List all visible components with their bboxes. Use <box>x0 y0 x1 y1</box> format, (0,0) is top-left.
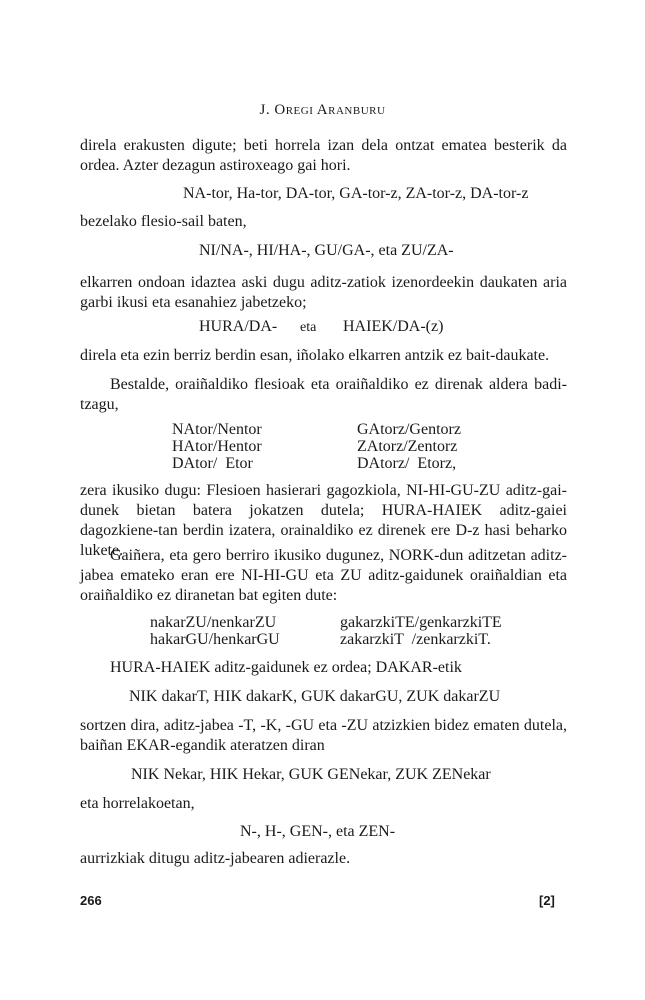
paragraph-9: sortzen dira, aditz-jabea -T, -K, -GU eta -ZU atzizkien bidez ematen dutela, baiñan EKAR-egandik ateratzen diran <box>80 717 567 754</box>
formula-4: NIK dakarT, HIK dakarK, GUK dakarGU, ZUK dakarZU <box>129 688 501 705</box>
table1-left-row-3: DAtor/ Etor <box>172 455 253 472</box>
formula-6: N-, H-, GEN-, eta ZEN- <box>240 823 396 840</box>
page-number: 266 <box>80 893 102 908</box>
table1-right-row-1: GAtorz/Gentorz <box>357 421 461 438</box>
table2-left-row-2: hakarGU/henkarGU <box>150 631 280 648</box>
paragraph-10: eta horrelakoetan, <box>80 795 195 812</box>
header-author: Oregi Aranburu <box>274 102 386 118</box>
running-header <box>0 101 645 119</box>
paragraph-5: Bestalde, oraiñaldiko flesioak eta oraiñaldiko ez direnak aldera badi-tzagu, <box>80 376 567 413</box>
paragraph-8: HURA-HAIEK aditz-gaidunek ez ordea; DAKAR-etik <box>110 659 462 676</box>
table2-left-row-1: nakarZU/nenkarZU <box>150 614 277 631</box>
formula-3-right: HAIEK/DA-(z) <box>343 318 444 335</box>
paragraph-2: bezelako flesio-sail baten, <box>80 213 247 230</box>
paragraph-7: Gaiñera, eta gero berriro ikusiko dugunez, NORK-dun aditzetan aditz-jabea emateko eran ere NI-HI-GU eta ZU aditz-gaidunek oraiñaldian eta oraiñaldiko ez diranetan bat egiten dute: <box>80 547 567 604</box>
paragraph-6: zera ikusiko dugu: Flesioen hasierari gagozkiola, NI-HI-GU-ZU aditz-gai-dunek bietan batera jokatzen dutela; HURA-HAIEK aditz-gaiei dagozkiene-tan berdin izatera, orainaldiko ez direnek ere D-z hasi beharko lukete. <box>80 482 567 559</box>
paragraph-4: direla eta ezin berriz berdin esan, iñolako elkarren antzik ez bait-daukate. <box>80 347 550 364</box>
table1-right-row-3: DAtorz/ Etorz, <box>357 455 457 472</box>
table1-left-row-1: NAtor/Nentor <box>172 421 262 438</box>
table2-right-row-2: zakarzkiT /zenkarzkiT. <box>340 631 491 648</box>
section-marker: [2] <box>539 893 555 908</box>
table2-right-row-1: gakarzkiTE/genkarzkiTE <box>340 614 502 631</box>
formula-3-left: HURA/DA- <box>199 318 278 335</box>
paragraph-1: direla erakusten digute; beti horrela izan dela ontzat ematea besterik da ordea. Azter dezagun astiroxeago gai hori. <box>80 137 567 174</box>
table1-right-row-2: ZAtorz/Zentorz <box>357 438 458 455</box>
paragraph-3: elkarren ondoan idaztea aski dugu aditz-zatiok izenordeekin daukaten aria garbi ikusi eta esanahiez jabetzeko; <box>80 274 567 311</box>
table1-left-row-2: HAtor/Hentor <box>172 438 262 455</box>
header-initial: J. <box>259 102 271 118</box>
paragraph-11: aurrizkiak ditugu aditz-jabearen adierazle. <box>80 850 351 867</box>
formula-1: NA-tor, Ha-tor, DA-tor, GA-tor-z, ZA-tor-z, DA-tor-z <box>183 185 529 202</box>
formula-5: NIK Nekar, HIK Hekar, GUK GENekar, ZUK ZENekar <box>131 766 491 783</box>
formula-3-conjunction: eta <box>300 320 317 335</box>
formula-2: NI/NA-, HI/HA-, GU/GA-, eta ZU/ZA- <box>199 242 454 259</box>
